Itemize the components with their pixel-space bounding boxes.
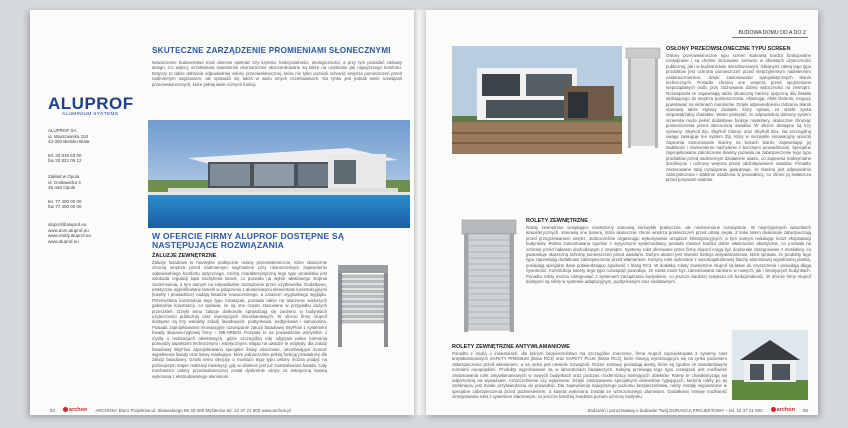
body-antywlamaniowe: Ponadto z myślą o inwestorach, dla których bezpieczeństwo ma szczególne znaczenie, firma Aluprof zaprojektowała 2 systemy rolet antywłamaniowych SAFETY PREMIUM (klasa RC3) oraz SAFETY PLUS (klasa RC2), które istnieją wyróżniającym się na rynku poziomem zabezpieczenia przed włamaniem, a na rynku jest niewiele rozwiązań. Różne zestawy posiadają atesty, które są zgodne ze standardowymi normami europejskimi. Produkty wypróbowane są w laboratoriach badawczych. Kolejną przewagą tego typu rozwiązań jest możliwość zastosowania rolet antywłamaniowych w nowych budynkach oraz podczas modernizacji istniejących obiektów. Rolety te charakteryzują się odpornością na wyważanie, rozszczelnienie czy wyłamanie. Dzięki zastosowaniu specjalnych elementów ryglujących, kurtyna rolety po jej zamknięciu jest trwale przytwierdzona do prowadnic. Dla zapewnienia najwyższego poziomu bezpieczeństwa, rolety zostały wyposażone w specjalne zabezpieczenia przed podniesieniem, a kaseta wykonana została ze wzmocnionego aluminium. Dodatkowo istnieje możliwość zintegrowania rolet z systemem alarmowym, co jeszcze bardziej zwiększa poziom ochrony budynku. xyxy=(452,351,727,400)
plant-line: ul. Gosławicka 3 xyxy=(48,179,81,185)
web-link[interactable]: www.visitty.aluprof.eu xyxy=(48,233,91,239)
roller-shutter-image xyxy=(458,218,520,336)
right-footer xyxy=(546,406,808,414)
subheading-antywlamaniowe: ROLETY ZEWNĘTRZNE ANTYWŁAMANIOWE xyxy=(452,344,570,350)
phone-line: fax 77 400 00 06 xyxy=(48,204,82,210)
address-line: ul. Warszawska 153 xyxy=(48,133,89,139)
screen-product-image xyxy=(622,46,664,154)
right-page xyxy=(426,10,818,415)
section-tab: BUDOWA DOMU OD A DO Z xyxy=(732,30,808,38)
hero-house-image xyxy=(148,120,410,228)
logo-subtitle: ALUMINIUM SYSTEMS xyxy=(62,112,119,117)
company-name: ALUPROF SA xyxy=(48,128,77,133)
offer-heading: W OFERCIE FIRMY ALUPROF DOSTĘPNE SĄ NASTĘPUJĄCE ROZWIĄZANIA xyxy=(152,231,345,250)
web-link[interactable]: www.aluprof.eu xyxy=(48,238,79,244)
plant-line: 45-446 Opole xyxy=(48,185,76,191)
body-screen-cont xyxy=(452,156,810,214)
archon-logo-mark xyxy=(771,407,776,412)
plant-line: Zakład w Opolu xyxy=(48,173,80,179)
body-rolety: Rolety zewnętrzne ocieplające zewnętrzny stanowią niezwykle praktyczne, ale niedocenione rozwiązanie. W nieprzyjaznych warunkach atmosferycznych, stanowią one barierę, która skutecznie chroni wnętrza pomieszczeń przed utratą ciepła. Z kolei latem doskonale zabezpieczają przed przegrzewaniem wnętrz. Jednocześnie organizując wykonywanie urządzeń klimatyzacyjnych, a tym samym redukując koszt eksploatacji budynków. Roleta zamontowana zgodnie z wytycznymi systemodawcy posiada również bardzo dobre właściwości akustyczne, co pozwala na ochronę przed hałasem dochodzącym z zewnątrz. Systemy rolet oferowane przez firmę Aluprof mogą być doskonale zintegrowane z moskitiery, co gwarantuje skuteczną ochronę pomieszczeń przed owadami. Dużym atutem jest również funkcja antywłamaniowa, która sprawia, że produkty tego typu zapewniają dodatkowe zabezpieczenie przed włamaniem. Kurtyny rolet wykonane z wysokogatunkowej blachy aluminiowej wypełnionej pianką, posiadają specjalne dane potwierdzające zgodność z klasą RC2. W dodatku, rolety zewnętrzne Aluprof są łatwe do czyszczenia i posiadają długą żywotność. Konstrukcja kasety tego typu rozwiązań powoduje, że roleta może być zamontowana zarówno w nowych, jak i istniejących budynkach. Ponadto rolety można zintegrować z systemem zarządzania budynkiem, co jeszcze bardziej zwiększa ich funkcjonalność. W ofercie firmy Aluprof dostępne są rolety w systemie adaptacyjnym, podtynkowym oraz nadstawnym. xyxy=(526,225,811,285)
left-page xyxy=(30,10,414,415)
archon-logo xyxy=(771,407,795,413)
phone-line: tel. 77 400 00 00 xyxy=(48,198,82,204)
phone-line: fax 33 822 05 12 xyxy=(48,158,82,164)
web-link[interactable]: www.dom.aluprof.eu xyxy=(48,227,89,233)
intro-paragraph: Nowoczesne budownictwo musi obecnie spełniać trzy kryteria: funkcjonalności, ekologiczności, a przy tym posiadać ciekawy design. Co więcej, oczekiwania inwestorów ekonomicznie skoncentrowane są także na uzyskaniu jak najwyższego komfortu. Dotyczy to także dobrania odpowiedniej osłony przeciwsłonecznej, która nie tylko pozwoli ochronić wnętrza pomieszczeń przed nadmiernym nagrzaniem, ale sprawdzi się także w wielu innych oczekiwaniach. Na rynku jest jednak wiele rozwiązań przeciwsłonecznych, które pełnią wiele różnych funkcji. xyxy=(152,60,402,87)
contact-block xyxy=(48,128,140,244)
body-zaluzje: Żaluzje fasadowe to niezwykle praktyczne osłony przeciwsłoneczne, które skutecznie chronią wnętrza przed nadmiernym nagrzaniem przy równoczesnym zapewnieniu odpowiedniego komfortu optycznego. Cechą charakterystyczną tego typu produktów jest swoboda regulacji kąta nachylenia lameli, co pozwala na wybór właściwego stopnia zaciemnienia, a tym samym na indywidualne zarządzanie przez użytkownika. Dodatkowo, estetyczne wyprofilowane lamele w połączeniu z aluminiowymi elementami konstrukcyjnymi (kasety i prowadnice) nadają fasadzie nowoczesnego, a zarazem oryginalnego wyglądu. Przemyślana konstrukcja tego typu rozwiązań, pozwala także na tworzenie większych gabarytów konstrukcji, co sprawia, że są one często stosowane w przypadku dużych przeszkleń. Dzięki temu żaluzje doskonale sprawdzają się zarówno w budynkach użyteczności publicznej oraz inwestycjach mieszkaniowych. W ofercie firmy Aluprof dostępne są trzy warianty żaluzji fasadowych: podtynkowa, podtynkowa i samonośna. Posiada zaprojektowano innowacyjne rozwiązanie żaluzji fasadowej SkyFlow z systemem fasady słupowo-ryglowej firmy – MB-SR50N. Pozwala to na prowadzenie wszystkim z myślą o realizacjach obiektowych, gdzie szczególną rolę odgrywa pełna harmonia pomiędzy aspektami technicznymi i estetycznymi. Mając na uwadze te względy, dla żaluzji fasadowej SkyFlow zaprojektowano specjalne listwy ościeżowe, umożliwiające montaż wypełnienia fasady oraz listwy maskujące, które jednocześnie pełnią funkcję prowadnicy dla żaluzji fasadowej. Dzięki temu decyzję o montażu tego typu osłony można podjąć na późniejszym etapie realizacji inwestycji, gdy w obiekcie jest już zainstalowana fasada. Cały mechanizm osłony przeciwsłonecznej został dyskretnie ukryty za estetyczną kasetą wykonaną z ekstrudowanego aluminium. xyxy=(152,260,327,379)
modern-house-image xyxy=(452,46,622,154)
section-heading: SKUTECZNE ZARZĄDZENIE PROMIENIAMI SŁONECZNYMI xyxy=(152,46,391,55)
body-zaluzje-cont xyxy=(152,355,402,405)
archon-logo-text: archon xyxy=(776,407,795,413)
external-blinds-image xyxy=(328,265,398,350)
subheading-rolety: ROLETY ZEWNĘTRZNE xyxy=(526,218,588,224)
left-footer xyxy=(50,406,400,414)
body-screen-text: Osłony przeciwsłoneczne typu screen stanowią bardzo funkcjonalne rozwiązanie i są chętnie stosowane zarówno w obiektach użyteczności publicznej, jak i w budownictwie mieszkaniowym. Głównymi zaletą tego typu produktów jest ochrona pomieszczeń przed nieprzyjemnym nadmiernym nasłonecznieniem, dzięki zastosowaniu specjalistycznych tkanin technicznych. Ponadto chronią one wnętrza przed spojrzeniami niepożądanych osób, przy zachowaniu dobrej widoczności na zewnątrz. Rozwiązania te zapewniają także skuteczną barierę optyczną dla światła wnikającego do wnętrza pomieszczenia, eliminując efekt lśnienia, mogący powstawać na ekranach monitorów. Dzięki odpowiedniemu dobraniu tkanin stanowią także stylowy dodatek, który sprawi, że obiekt zyska niepowtarzalny charakter. Warto pamiętać, że odpowiednio dobrany system screenów może pełnić dodatkowe funkcje moskitiery, skutecznie chroniąc pomieszczenia przed obecnością owadów. W ofercie dostępne są trzy systemy: SkyRoll Zip, SkyRoll Classic oraz SkyRoll Box. Na szczególną uwagę zasługuje ten system Zip, który w niezwykle innowacyjny sposób zapewnia zamocowanie tkaniny na bokach tkanin, zapewniając jej stabilność i równomierne nachylenie z bocznymi prowadnicami. Specjalne zaprojektowane zakończenie tkaniny pozwala na zabezpieczenie tego typu produktów przed nadmiernym działaniem wiatru, co zapewnia maksymalne dociśnięcie i ochronę wnętrza przed oddziaływaniem owadów. Ponadto zastosowane tutaj rozwiązanie gwarantuje, że tkanina jest odpowiednio zabezpieczona i stabilnie osadzona w prowadnicy, co chroni ją zwłaszcza przed porywami wiatrów. xyxy=(666,53,811,183)
footer-address: ARCHON+ Biuro Projektów ul. Słowackiego 86 32-400 Myślenice tel. 12 37 21 900 www.archon.pl xyxy=(95,407,291,413)
footer-hotline: Zadzwoń i porozmawiaj o budowie! Twój DORADCA PROJEKTOWY – tel. 12 37 21 900 xyxy=(587,407,763,413)
phone-line: tel. 33 819 53 00 xyxy=(48,152,82,158)
archon-logo-text: archon xyxy=(69,407,88,413)
page-number: 95 xyxy=(802,407,808,413)
aluprof-logo xyxy=(48,94,148,117)
archon-logo-mark xyxy=(63,407,68,412)
archon-logo xyxy=(63,407,87,413)
logo-text: ALUPROF xyxy=(48,94,134,113)
page-gutter xyxy=(414,10,426,415)
small-house-image xyxy=(732,330,808,400)
body-screen-top xyxy=(666,53,811,183)
subheading-zaluzje: ŻALUZJE ZEWNĘTRZNE xyxy=(152,253,217,259)
page-number: 94 xyxy=(50,407,56,413)
address-line: 43-300 Bielsko-Biała xyxy=(48,139,90,145)
subheading-screen: OSŁONY PRZECIWSŁONECZNE TYPU SCREEN xyxy=(666,46,791,52)
email-link[interactable]: aluprof@aluprof.eu xyxy=(48,221,87,227)
